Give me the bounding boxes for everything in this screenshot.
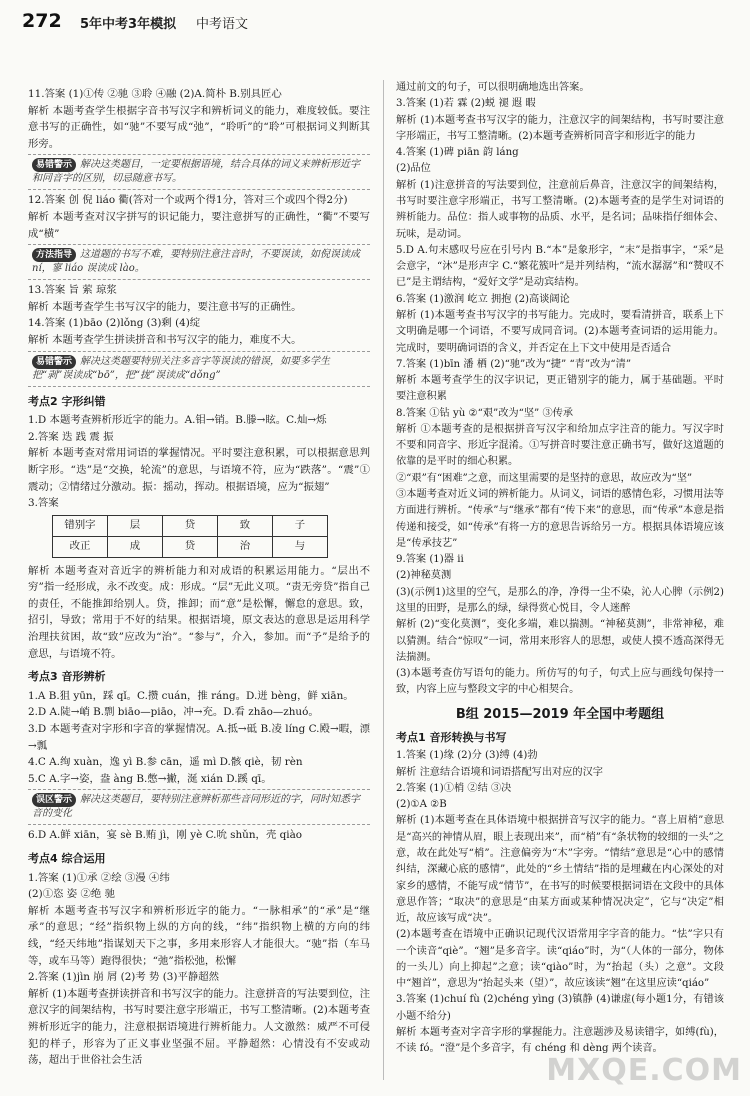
answer-paragraph: 14.答案 (1)bāo (2)lǒng (3)剩 (4)绽 [28, 317, 201, 330]
answer-paragraph: 5.C A.字→姿，盎 àng B.憋→撇，涎 xián D.蹊 qī。 [28, 772, 272, 785]
answer-paragraph: 2.答案 (1)①梢 ②结 ③决 [396, 782, 512, 794]
answer-paragraph: 解析 本题考查学生拼读拼音和书写汉字的能力，难度不大。 [28, 333, 302, 346]
answer-paragraph: 8.答案 ①钻 yù ②“艰”改为“坚” ③传承 [396, 407, 574, 419]
answer-paragraph: ③本题考查对近义词的辨析能力。从词义，词语的感情色彩，习惯用法等方面进行辨析。“传承”与“继承”都有“传下来”的意思，而“传承”本意是指传递和接受，如“传承”有将一方的意思告诉给另一方。根据具体语境应该是“传承技艺” [396, 489, 724, 549]
answer-paragraph: 通过前文的句子，可以很明确地选出答案。 [396, 82, 590, 93]
tip-text: 解决这类题目，一定要根据语境，结合具体的词义来辨析形近字和同音字的区别，切忌随意书写。 [32, 159, 361, 185]
answer-paragraph: 1.D 本题考查辨析形近字的能力。A.钼→销。B.滕→眩。C.灿→烁 [28, 414, 327, 427]
answer-paragraph: (2)①A ②B [396, 799, 447, 811]
group-heading: B组 2015—2019 年全国中考题组 [455, 706, 665, 722]
answer-paragraph: (2)品位 [396, 163, 431, 175]
table-cell: 成 [108, 536, 163, 557]
answer-paragraph: 解析 ①本题考查的是根据拼音写汉字和给加点字注音的能力。写汉字时不要和同音字、形近字混淆。①写拼音时要注意正确书写，做好这道题的依靠的是平时的细心积累。 [396, 423, 724, 468]
table-cell: 改正 [53, 536, 108, 557]
answer-paragraph: 3.答案 (1)chuí fù (2)chéng yìng (3)镇静 (4)谦虚(每小题1分，有错该小题不给分) [396, 994, 724, 1022]
answer-paragraph: 5.D A.句末感叹号应在引号内 B.“本”是象形字，“末”是指事字，“采”是会意字，“沐”是形声字 C.“繁花簇叶”是并列结构，“流水潺潺”和“赞叹不已”是主谓结构，“爱好文学”是动宾结构。 [396, 244, 724, 289]
answer-paragraph: (2)本题考查在语境中正确识记现代汉语常用字字音的能力。“怯”字只有一个读音“qiè”。“翘”是多音字。读“qiáo”时，为“（人体的一部分，物体的一头儿）向上抑起”之意；读“qiào”时，为“抬起（头）之意”。文段中“翘首”，意思为“抬起头来（望）”，故应该读“翘”在这里应读“qiáo” [396, 929, 724, 990]
answer-paragraph: 解析 本题考查书写汉字和辨析形近字的能力。“一脉相承”的“承”是“继承”的意思；“经”指织物上纵的方向的线，“纬”指织物上横的方向的纬线，“经天纬地”指谋划天下之事，多用来形容人才能很大。“驰”指（车马等，或车马等）跑得很快；“弛”指松弛，松懈 [28, 904, 370, 967]
answer-paragraph: 解析 本题考查对音近字的辨析能力和对成语的积累运用能力。“层出不穷”指一经形成，永不改变。成：形成。“层”无此义项。“责无旁贷”指自己的责任，不能推卸给别人。贷，推卸；而“意”是松懈，懈怠的意思。致，招引，导致；常用于不好的结果。根据语境，原文表达的意思是运用科学治理扶贫困，故“致”应改为“治”。“参与”，介入，参加。而“予”是给予的意思，与语境不符。 [28, 564, 370, 660]
answer-paragraph: 6.D A.鲜 xiān，宴 sè B.贿 jì，刚 yè C.吮 shǔn，壳 qiào [28, 829, 303, 842]
section-heading: 考点2 字形纠错 [28, 394, 106, 408]
answer-paragraph: (3)(示例1)这里的空气，是那么的净，净得一尘不染，沁人心脾（示例2)这里的田野，是那么的绿，绿得赏心悦目，令人迷醉 [396, 586, 724, 614]
table-cell: 贷 [163, 515, 218, 536]
table-cell: 治 [218, 536, 273, 557]
answer-paragraph: ②“艰”有“困难”之意，而这里需要的是坚持的意思，故应改为“坚” [396, 472, 693, 484]
watermark: MXQE.COM [546, 1053, 742, 1088]
tip-text: 解决这类题要特别关注多音字等误读的错误，如要多学生把“剥”误读成“bō”，把“拢”误读成“dǒng” [32, 355, 331, 381]
answer-paragraph: 3.D 本题考查对字形和字音的掌握情况。A.抵→砥 B.凌 líng C.殿→暇，漂→瓢 [28, 723, 370, 752]
tip-badge: 易错警示 [32, 355, 76, 369]
book-subject: 中考语文 [196, 17, 249, 32]
answer-paragraph: 3.答案 [28, 497, 59, 510]
answer-paragraph: 12.答案 创 倪 liáo 衢(答对一个或两个得1分，答对三个或四个得2分) [28, 194, 348, 207]
answer-paragraph: (2)神秘莫测 [396, 570, 452, 582]
book-brand: 5年中考3年模拟 [80, 17, 177, 32]
answer-paragraph: 解析 (1)本题考查书写汉字的书写能力。完成时，要看清拼音，联系上下文明确是哪一个词语，不要写成同音词。(2)本题考查词语的运用能力。完成时，要明确词语的含义，并否定在上下文中使用是否适合 [396, 309, 724, 354]
answer-paragraph: 解析 本题考查对字音字形的掌握能力。注意题涉及易读错字，如缚(fù)，不读 fó。“澄”是个多音字，有 chéng 和 dèng 两个读音。 [396, 1027, 724, 1055]
answer-paragraph: 1.A B.狙 yūn，踩 qǐ。C.攒 cuán，推 ráng。D.迸 bèng，鲜 xiān。 [28, 689, 354, 702]
right-column [396, 80, 724, 1058]
table-cell: 层 [108, 515, 163, 536]
answer-paragraph: 解析 本题考查学生根据字音书写汉字和辨析词义的能力，难度较低。要注意书写的正确性，如“驰”不要写成“弛”，“聆听”的“聆”可根据词义判断其形旁。 [28, 104, 370, 150]
section-heading: 考点3 音形辨析 [28, 670, 106, 684]
table-cell: 贷 [163, 536, 218, 557]
section-heading: 考点1 音形转换与书写 [396, 730, 507, 744]
answer-paragraph: 3.答案 (1)若 霖 (2)蜕 褪 遐 暇 [396, 98, 536, 110]
answer-paragraph: 解析 本题考查对汉字拼写的识记能力，要注意拼写的正确性，“衢”不要写成“横” [28, 210, 370, 240]
tip-text: 解决这类题目，要特别注意辨析那些音同形近的字，同时知悉字音的变化 [32, 794, 361, 820]
page-header [0, 0, 750, 40]
left-column [28, 86, 370, 1069]
answer-paragraph: 1.答案 (1)①承 ②绘 ③漫 ④纬 [28, 871, 170, 884]
table-cell: 子 [273, 515, 328, 536]
answer-paragraph: 11.答案 (1)①传 ②驰 ③聆 ④融 (2)A.简朴 B.别具匠心 [28, 88, 282, 100]
answer-paragraph: 7.答案 (1)bīn 潘 栖 (2)“驰”改为“捷” “青”改为“清” [396, 358, 632, 370]
answer-paragraph: 13.答案 旨 萦 琼浆 [28, 284, 117, 297]
page-number: 272 [22, 10, 62, 32]
answer-paragraph: 2.答案 迭 践 震 振 [28, 430, 114, 443]
section-heading: 考点4 综合运用 [28, 852, 106, 865]
answer-paragraph: 解析 (1)本题考查书写汉字的能力，注意汉字的间架结构，书写时要注意字形端正，书写工整清晰。(2)本题考查辨析同音字和形近字的能力 [396, 114, 724, 142]
table-row [53, 536, 328, 557]
answer-paragraph: 2.答案 (1)jìn 崩 屑 (2)考 势 (3)平静超然 [28, 971, 220, 984]
answer-paragraph: 解析 注意结合语境和词语搭配写出对应的汉字 [396, 766, 603, 778]
tip-badge: 误区警示 [32, 793, 76, 807]
answer-paragraph: 解析 (2)“变化莫测”，变化多端，难以揣测。“神秘莫测”，非常神秘，难以猜测。结合“惊叹”一词，常用来形容人的思想，或使人摸不透高深得无法揣测。 [396, 619, 724, 663]
answer-paragraph: (2)①恣 姿 ②绝 驰 [28, 888, 115, 901]
tip-box [28, 154, 370, 190]
answer-paragraph: 解析 本题考查学生书写汉字的能力，要注意书写的正确性。 [28, 300, 302, 313]
tip-box [28, 789, 370, 825]
tip-box [28, 351, 370, 387]
answer-paragraph: 4.C A.绚 xuàn，逸 yì B.参 cān，遥 mì D.骸 qiè，韧 rèn [28, 756, 303, 769]
tip-box [28, 244, 370, 280]
correction-table [52, 515, 328, 558]
answer-paragraph: 解析 (1)注意拼音的写法要到位，注意前后鼻音，注意汉字的间架结构，书写时要注意字形端正，书写工整清晰。(2)本题考查的是学生对词语的辨析能力。品位：指人或事物的品质、水平，是名词；品味指仔细体会、玩味，是动词。 [396, 179, 724, 240]
table-row [53, 515, 328, 536]
table-cell: 错别字 [53, 515, 108, 536]
tip-badge: 方法指导 [32, 248, 76, 262]
answer-paragraph: 1.答案 (1)缘 (2)分 (3)缚 (4)勃 [396, 750, 538, 762]
answer-paragraph: 解析 (1)本题考查拼读拼音和书写汉字的能力。注意拼音的写法要到位，注意汉字的间架结构，书写时要注意字形端正，书写工整清晰。(2)本题考查辨析形近字的能力，注意根据语境进行辨析能力。人文激然：威严不可侵犯的样子，形容为了正义事业坚强不屈。平静超然：心情没有不安或动荡，超出于世俗社会生活 [28, 987, 370, 1067]
answer-paragraph: 2.D A.陡→峭 B.剽 biāo—piāo，冲→充。D.看 zhāo—zhuó。 [28, 706, 319, 719]
column-divider [383, 80, 384, 1080]
tip-badge: 易错警示 [32, 158, 76, 172]
tip-text: 这道题的书写不难，要特别注意注音时，不要误读，如倪误读成 ní，寥 liáo 误读成 lào。 [32, 249, 361, 275]
answer-paragraph: 解析 本题考查对常用词语的掌握情况。平时要注意积累，可以根据意思判断字形。“迭”是“交换，轮流”的意思，与语境不符，应为“跌落”。“震”①震动；②情绪过分激动。振：摇动，挥动。根据语境，应为“振翅” [28, 447, 370, 493]
answer-paragraph: 9.答案 (1)器 ⅱ [396, 554, 464, 566]
table-cell: 与 [273, 536, 328, 557]
answer-paragraph: 4.答案 (1)碑 piān 韵 láng [396, 147, 519, 159]
answer-paragraph: (3)本题考查仿写语句的能力。所仿写的句子，句式上应与画线句保持一致，内容上应与整段文字的中心相契合。 [396, 668, 724, 696]
answer-paragraph: 解析 本题考查学生的汉字识记，更正错别字的能力，属于基础题。平时要注意积累 [396, 375, 724, 403]
answer-paragraph: 6.答案 (1)激润 屹立 拥抱 (2)高谈阔论 [396, 293, 570, 305]
answer-paragraph: 解析 (1)本题考查在具体语境中根据拼音写汉字的能力。“喜上眉梢”意思是“高兴的神情从眉，眼上表现出来”，而“梢”有“条状物的较细的一头”之意，故在此处写“梢”。注意偏旁为“木”字旁。“情结”意思是“心中的感情纠结，深藏心底的感情”，此处的“乡土情结”指的是埋藏在内心深处的对家乡的感情，不能写成“情节”，在书写的时候要根据词语在文段中的具体意思作答；“取决”的意思是“由某方面或某种情况决定”，它与“决定”相近，故应该写成“决”。 [396, 815, 724, 925]
table-cell: 致 [218, 515, 273, 536]
